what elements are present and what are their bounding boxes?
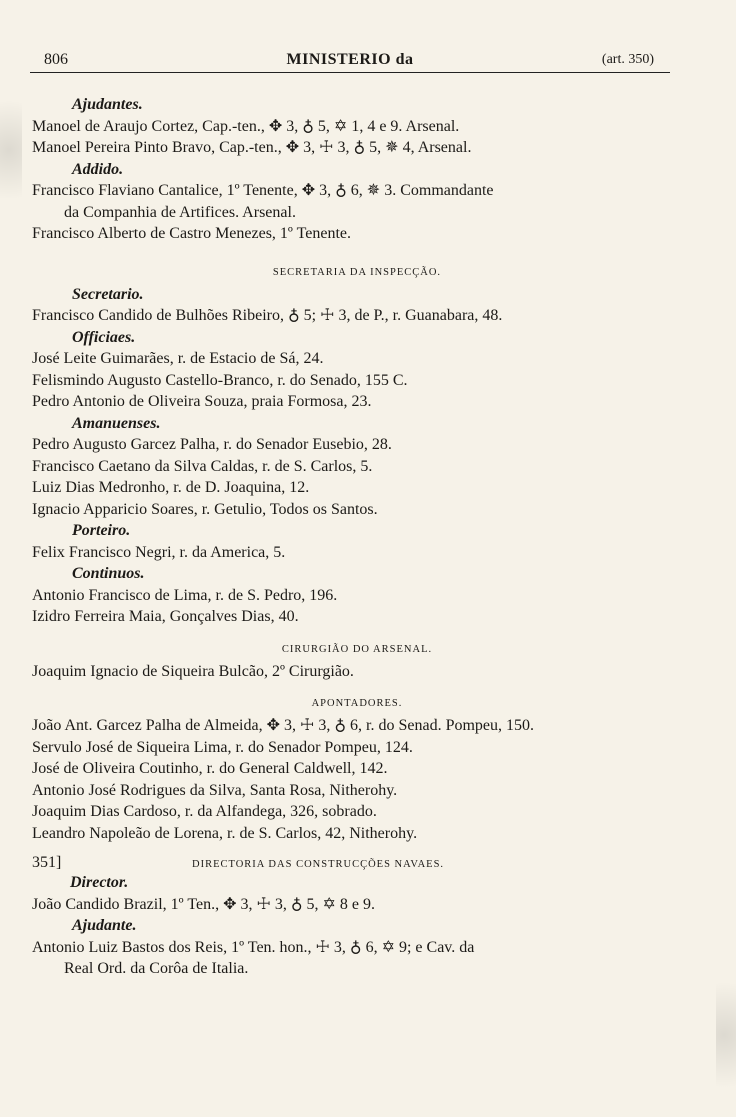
running-title: MINISTERIO da xyxy=(286,51,414,68)
list-item: Joaquim Ignacio de Siqueira Bulcão, 2º Cirurgião. xyxy=(32,662,354,680)
list-item: João Ant. Garcez Palha de Almeida, ✥ 3, ☩ 3, ♁ 6, r. do Senad. Pompeu, 150. xyxy=(32,717,535,734)
article-reference: (art. 350) xyxy=(601,52,654,67)
page-stain xyxy=(716,960,736,1110)
role-heading: Porteiro. xyxy=(72,522,131,539)
list-item: Servulo José de Siqueira Lima, r. do Senador Pompeu, 124. xyxy=(32,738,413,756)
list-item: Felismindo Augusto Castello-Branco, r. do Senado, 155 C. xyxy=(32,371,408,389)
list-item: Antonio Francisco de Lima, r. de S. Pedro, 196. xyxy=(32,586,338,604)
list-item: Francisco Alberto de Castro Menezes, 1º Tenente. xyxy=(32,225,352,242)
list-item-continuation: da Companhia de Artifices. Arsenal. xyxy=(64,203,296,221)
list-item: Izidro Ferreira Maia, Gonçalves Dias, 40. xyxy=(32,608,299,625)
role-heading: Continuos. xyxy=(72,565,145,582)
list-item: Francisco Caetano da Silva Caldas, r. de S. Carlos, 5. xyxy=(32,457,373,475)
section-title: DIRECTORIA DAS CONSTRUCÇÕES NAVAES. xyxy=(192,859,445,870)
section-title: APONTADORES. xyxy=(311,698,403,709)
list-item: Francisco Flaviano Cantalice, 1º Tenente, ✥ 3, ♁ 6, ✵ 3. Commandante xyxy=(32,182,494,199)
role-heading: Addido. xyxy=(72,160,124,178)
list-item: Pedro Antonio de Oliveira Souza, praia Formosa, 23. xyxy=(32,393,372,410)
list-item: Pedro Augusto Garcez Palha, r. do Senador Eusebio, 28. xyxy=(32,436,392,453)
section-title: CIRURGIÃO DO ARSENAL. xyxy=(281,643,433,655)
role-heading: Ajudante. xyxy=(72,917,137,934)
role-heading: Ajudantes. xyxy=(72,96,143,113)
role-heading: Officiaes. xyxy=(72,328,136,346)
list-item: Manoel Pereira Pinto Bravo, Cap.-ten., ✥ 3, ☩ 3, ♁ 5, ✵ 4, Arsenal. xyxy=(32,139,472,156)
list-item: José Leite Guimarães, r. de Estacio de Sá, 24. xyxy=(32,350,324,367)
role-heading: Director. xyxy=(70,874,129,891)
list-item: João Candido Brazil, 1º Ten., ✥ 3, ☩ 3, ♁ 5, ✡ 8 e 9. xyxy=(32,895,376,913)
page-content xyxy=(32,94,682,980)
list-item: Antonio José Rodrigues da Silva, Santa Rosa, Nitherohy. xyxy=(32,781,398,799)
list-item: Felix Francisco Negri, r. da America, 5. xyxy=(32,543,286,561)
list-item: Antonio Luiz Bastos dos Reis, 1º Ten. hon., ☩ 3, ♁ 6, ✡ 9; e Cav. da xyxy=(32,938,475,956)
list-item: Leandro Napoleão de Lorena, r. de S. Carlos, 42, Nitherohy. xyxy=(32,824,418,842)
role-heading: Secretario. xyxy=(72,285,144,303)
list-item: Manoel de Araujo Cortez, Cap.-ten., ✥ 3, ♁ 5, ✡ 1, 4 e 9. Arsenal. xyxy=(32,117,460,135)
article-number: 351] xyxy=(32,854,62,871)
section-title: SECRETARIA DA INSPECÇÃO. xyxy=(272,266,442,278)
article-section-header xyxy=(32,854,682,872)
list-item-continuation: Real Ord. da Corôa de Italia. xyxy=(64,960,249,977)
list-item: Luiz Dias Medronho, r. de D. Joaquina, 12. xyxy=(32,479,310,496)
page-stain xyxy=(0,80,22,220)
role-heading: Amanuenses. xyxy=(72,414,161,432)
list-item: Francisco Candido de Bulhões Ribeiro, ♁ 5; ☩ 3, de P., r. Guanabara, 48. xyxy=(32,307,503,324)
list-item: Ignacio Apparicio Soares, r. Getulio, Todos os Santos. xyxy=(32,500,378,518)
page-header xyxy=(30,50,670,73)
page-number: 806 xyxy=(44,51,68,68)
list-item: José de Oliveira Coutinho, r. do General Caldwell, 142. xyxy=(32,760,388,777)
list-item: Joaquim Dias Cardoso, r. da Alfandega, 326, sobrado. xyxy=(32,803,377,820)
